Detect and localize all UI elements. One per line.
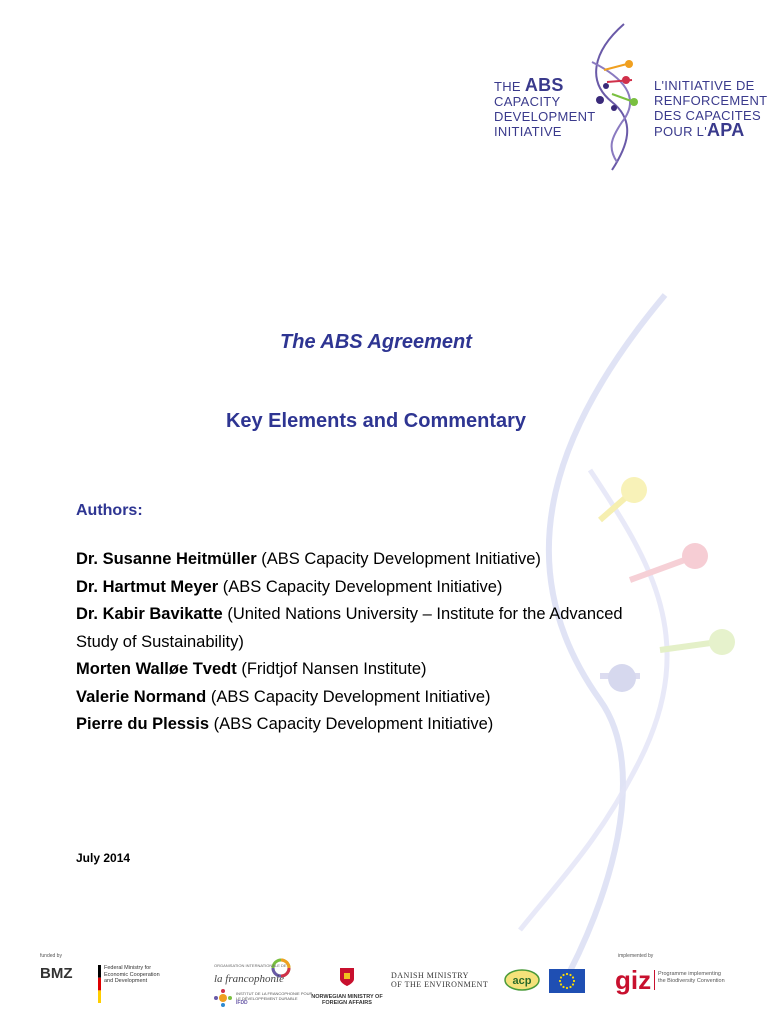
- author-affiliation: (ABS Capacity Development Initiative): [209, 715, 494, 733]
- norway-ministry-logo: [307, 967, 387, 1007]
- danish-ministry-line1: DANISH MINISTRY: [391, 971, 469, 980]
- german-flag-icon: [98, 965, 101, 1003]
- acp-text: acp: [512, 975, 532, 987]
- acp-logo: [504, 969, 540, 991]
- ifdd-acronym: IFDD: [236, 1000, 248, 1006]
- authors-heading: Authors:: [76, 502, 143, 519]
- francophonie-logo: [214, 957, 314, 1007]
- danish-ministry-logo: [391, 971, 491, 989]
- logo-prefix: THE: [494, 79, 521, 94]
- giz-divider: [654, 970, 655, 990]
- author-affiliation: (ABS Capacity Development Initiative): [218, 577, 503, 596]
- norway-ministry-text: NORWEGIAN MINISTRY OF FOREIGN AFFAIRS: [311, 994, 383, 1006]
- francophonie-org-label: ORGANISATION INTERNATIONALE DE: [214, 963, 287, 968]
- giz-programme-text: Programme implementing the Biodiversity Convention: [658, 971, 725, 984]
- logo-line-capacity: CAPACITY: [494, 94, 561, 109]
- ifdd-sun-icon: [214, 989, 232, 1007]
- author-entry: [76, 656, 656, 684]
- author-affiliation: (ABS Capacity Development Initiative): [206, 687, 491, 706]
- danish-ministry-line2: OF THE ENVIRONMENT: [391, 980, 489, 989]
- giz-logo: giz: [615, 965, 652, 995]
- author-affiliation: (ABS Capacity Development Initiative): [256, 550, 541, 568]
- logo-fr-prefix: POUR L': [654, 124, 707, 139]
- author-entry: [76, 546, 656, 574]
- bmz-logo: BMZ: [40, 965, 73, 982]
- author-affiliation: (Fridtjof Nansen Institute): [236, 660, 427, 678]
- footer-partner-logos: [0, 945, 768, 1024]
- author-name: Dr. Hartmut Meyer: [76, 577, 219, 596]
- publication-date: July 2014: [76, 851, 131, 865]
- logo-line-development: DEVELOPMENT: [494, 109, 596, 124]
- author-entry: [76, 684, 656, 712]
- abs-initiative-logo: [492, 22, 768, 172]
- author-name: Morten Walløe Tvedt: [76, 660, 237, 678]
- logo-fr-line3: DES CAPACITES: [654, 108, 761, 123]
- author-name: Dr. Susanne Heitmüller: [76, 550, 257, 568]
- funded-by-label: funded by: [40, 953, 62, 959]
- logo-apa: APA: [706, 120, 745, 140]
- document-subtitle: Key Elements and Commentary: [225, 410, 527, 432]
- logo-line-initiative: INITIATIVE: [494, 124, 562, 139]
- author-entry: [76, 711, 656, 739]
- logo-fr-line2: RENFORCEMENT: [654, 93, 768, 108]
- author-name: Pierre du Plessis: [76, 715, 209, 733]
- implemented-by-label: implemented by: [618, 953, 654, 959]
- author-entry: [76, 574, 656, 602]
- francophonie-name: la francophonie: [214, 973, 284, 985]
- eu-flag-icon: [549, 969, 585, 993]
- bmz-text: Federal Ministry for Economic Cooperation and Development: [104, 965, 160, 984]
- logo-english-text: [494, 75, 596, 139]
- author-name: Valerie Normand: [76, 687, 207, 706]
- author-name: Dr. Kabir Bavikatte: [76, 605, 223, 623]
- norway-crest-icon: [339, 967, 355, 987]
- document-title: The ABS Agreement: [280, 331, 472, 353]
- ifdd-text: [236, 991, 314, 1006]
- author-entry: [76, 601, 656, 656]
- author-affiliation: (United Nations University – Institute for the Advanced Study of Sustainability): [76, 605, 623, 651]
- logo-french-text: [654, 78, 767, 139]
- logo-abs: ABS: [524, 75, 564, 95]
- logo-fr-line1: L'INITIATIVE DE: [654, 78, 755, 93]
- author-list: [76, 546, 656, 739]
- ifdd-description: INSTITUT DE LA FRANCOPHONIE POUR LE DÉVELOPPEMENT DURABLE: [236, 991, 313, 1001]
